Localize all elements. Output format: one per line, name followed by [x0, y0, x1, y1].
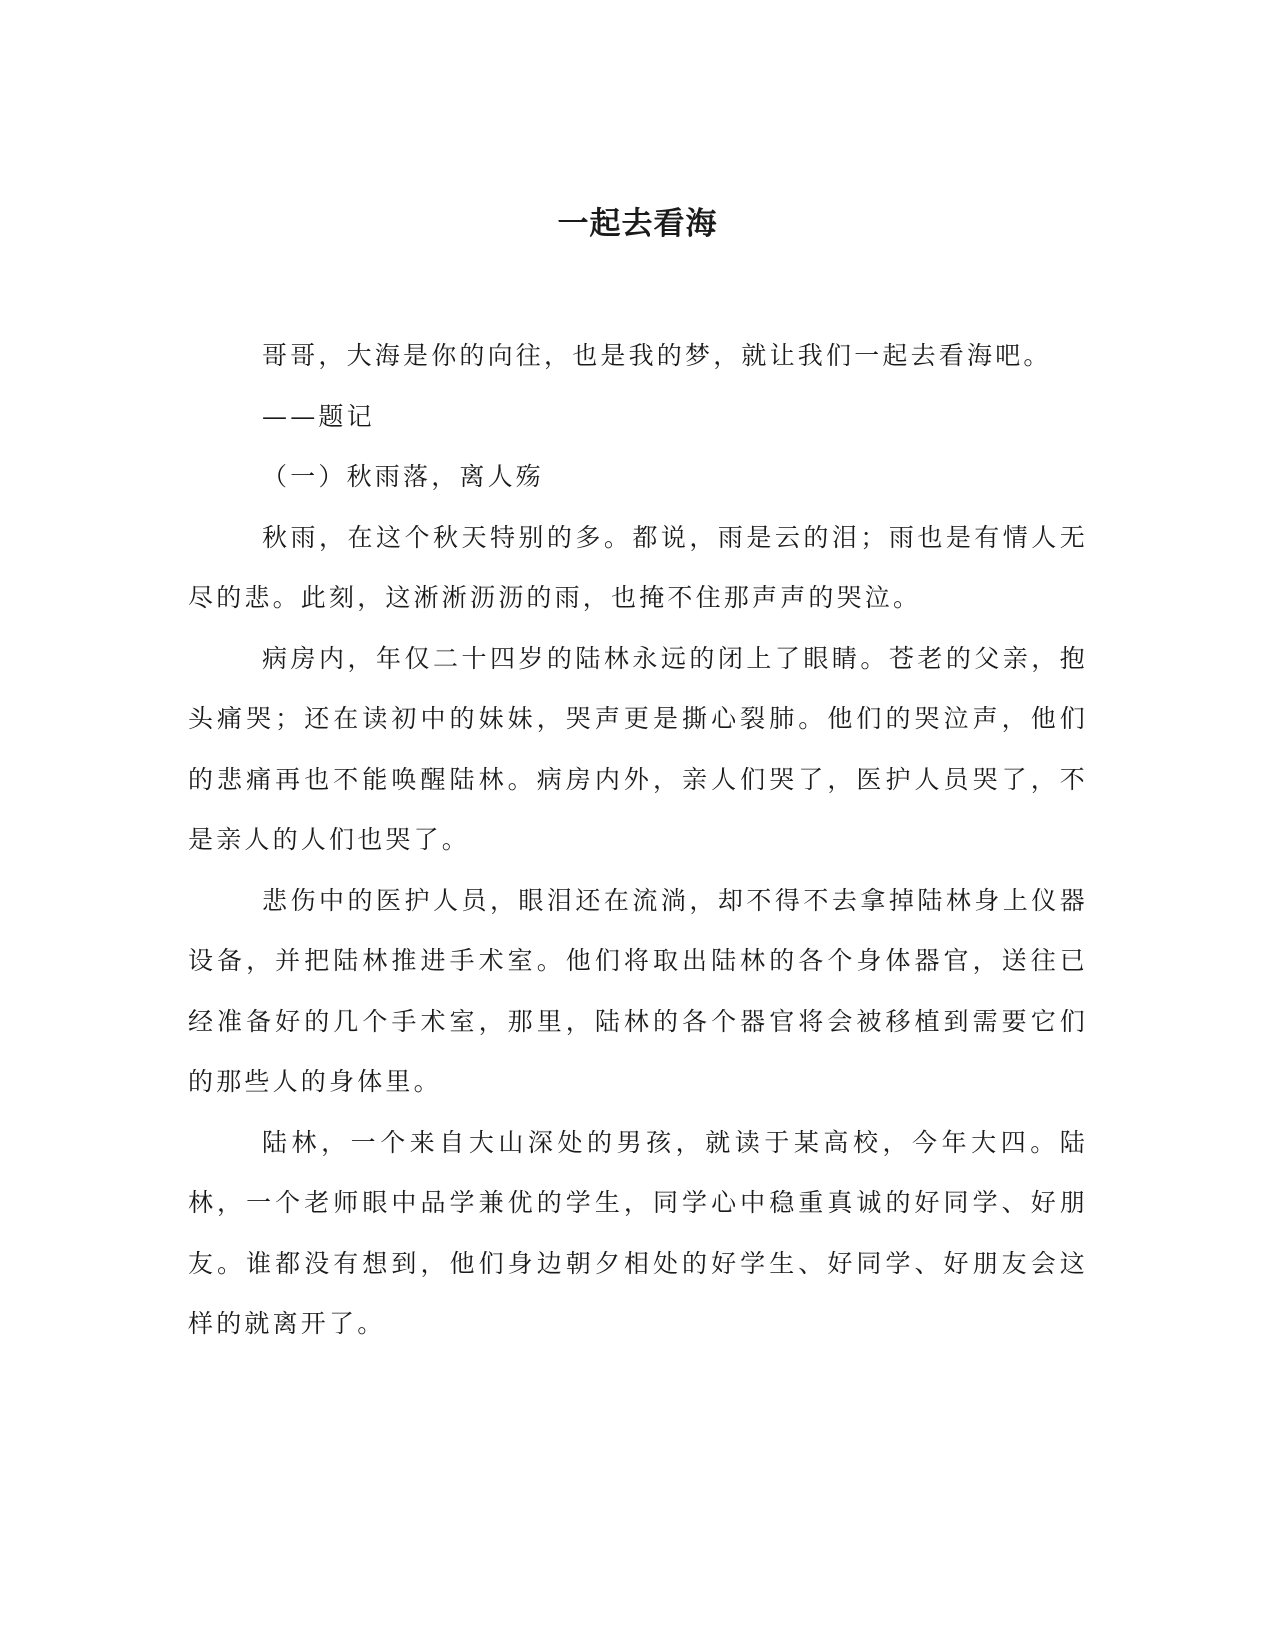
paragraph: 悲伤中的医护人员，眼泪还在流淌，却不得不去拿掉陆林身上仪器设备，并把陆林推进手术室。他们将取出陆林的各个身体器官，送往已经准备好的几个手术室，那里，陆林的各个器官将会被移植到需要它们的那些人的身体里。 [188, 885, 1088, 1096]
section-heading: （一）秋雨落，离人殇 [262, 462, 545, 491]
paragraph-epigraph: 哥哥，大海是你的向往，也是我的梦，就让我们一起去看海吧。 [262, 341, 1052, 370]
document-title: 一起去看海 [557, 206, 718, 242]
paragraph: 秋雨，在这个秋天特别的多。都说，雨是云的泪；雨也是有情人无尽的悲。此刻，这淅淅沥沥的雨，也掩不住那声声的哭泣。 [188, 522, 1088, 612]
paragraph: 陆林，一个来自大山深处的男孩，就读于某高校，今年大四。陆林，一个老师眼中品学兼优的学生，同学心中稳重真诚的好同学、好朋友。谁都没有想到，他们身边朝夕相处的好学生、好同学、好朋友会这样的就离开了。 [188, 1127, 1088, 1338]
paragraph-epigraph-source: ——题记 [262, 401, 375, 431]
document-body [188, 326, 1088, 1355]
paragraph: 病房内，年仅二十四岁的陆林永远的闭上了眼睛。苍老的父亲，抱头痛哭；还在读初中的妹妹，哭声更是撕心裂肺。他们的哭泣声，他们的悲痛再也不能唤醒陆林。病房内外，亲人们哭了，医护人员哭了，不是亲人的人们也哭了。 [188, 643, 1088, 854]
